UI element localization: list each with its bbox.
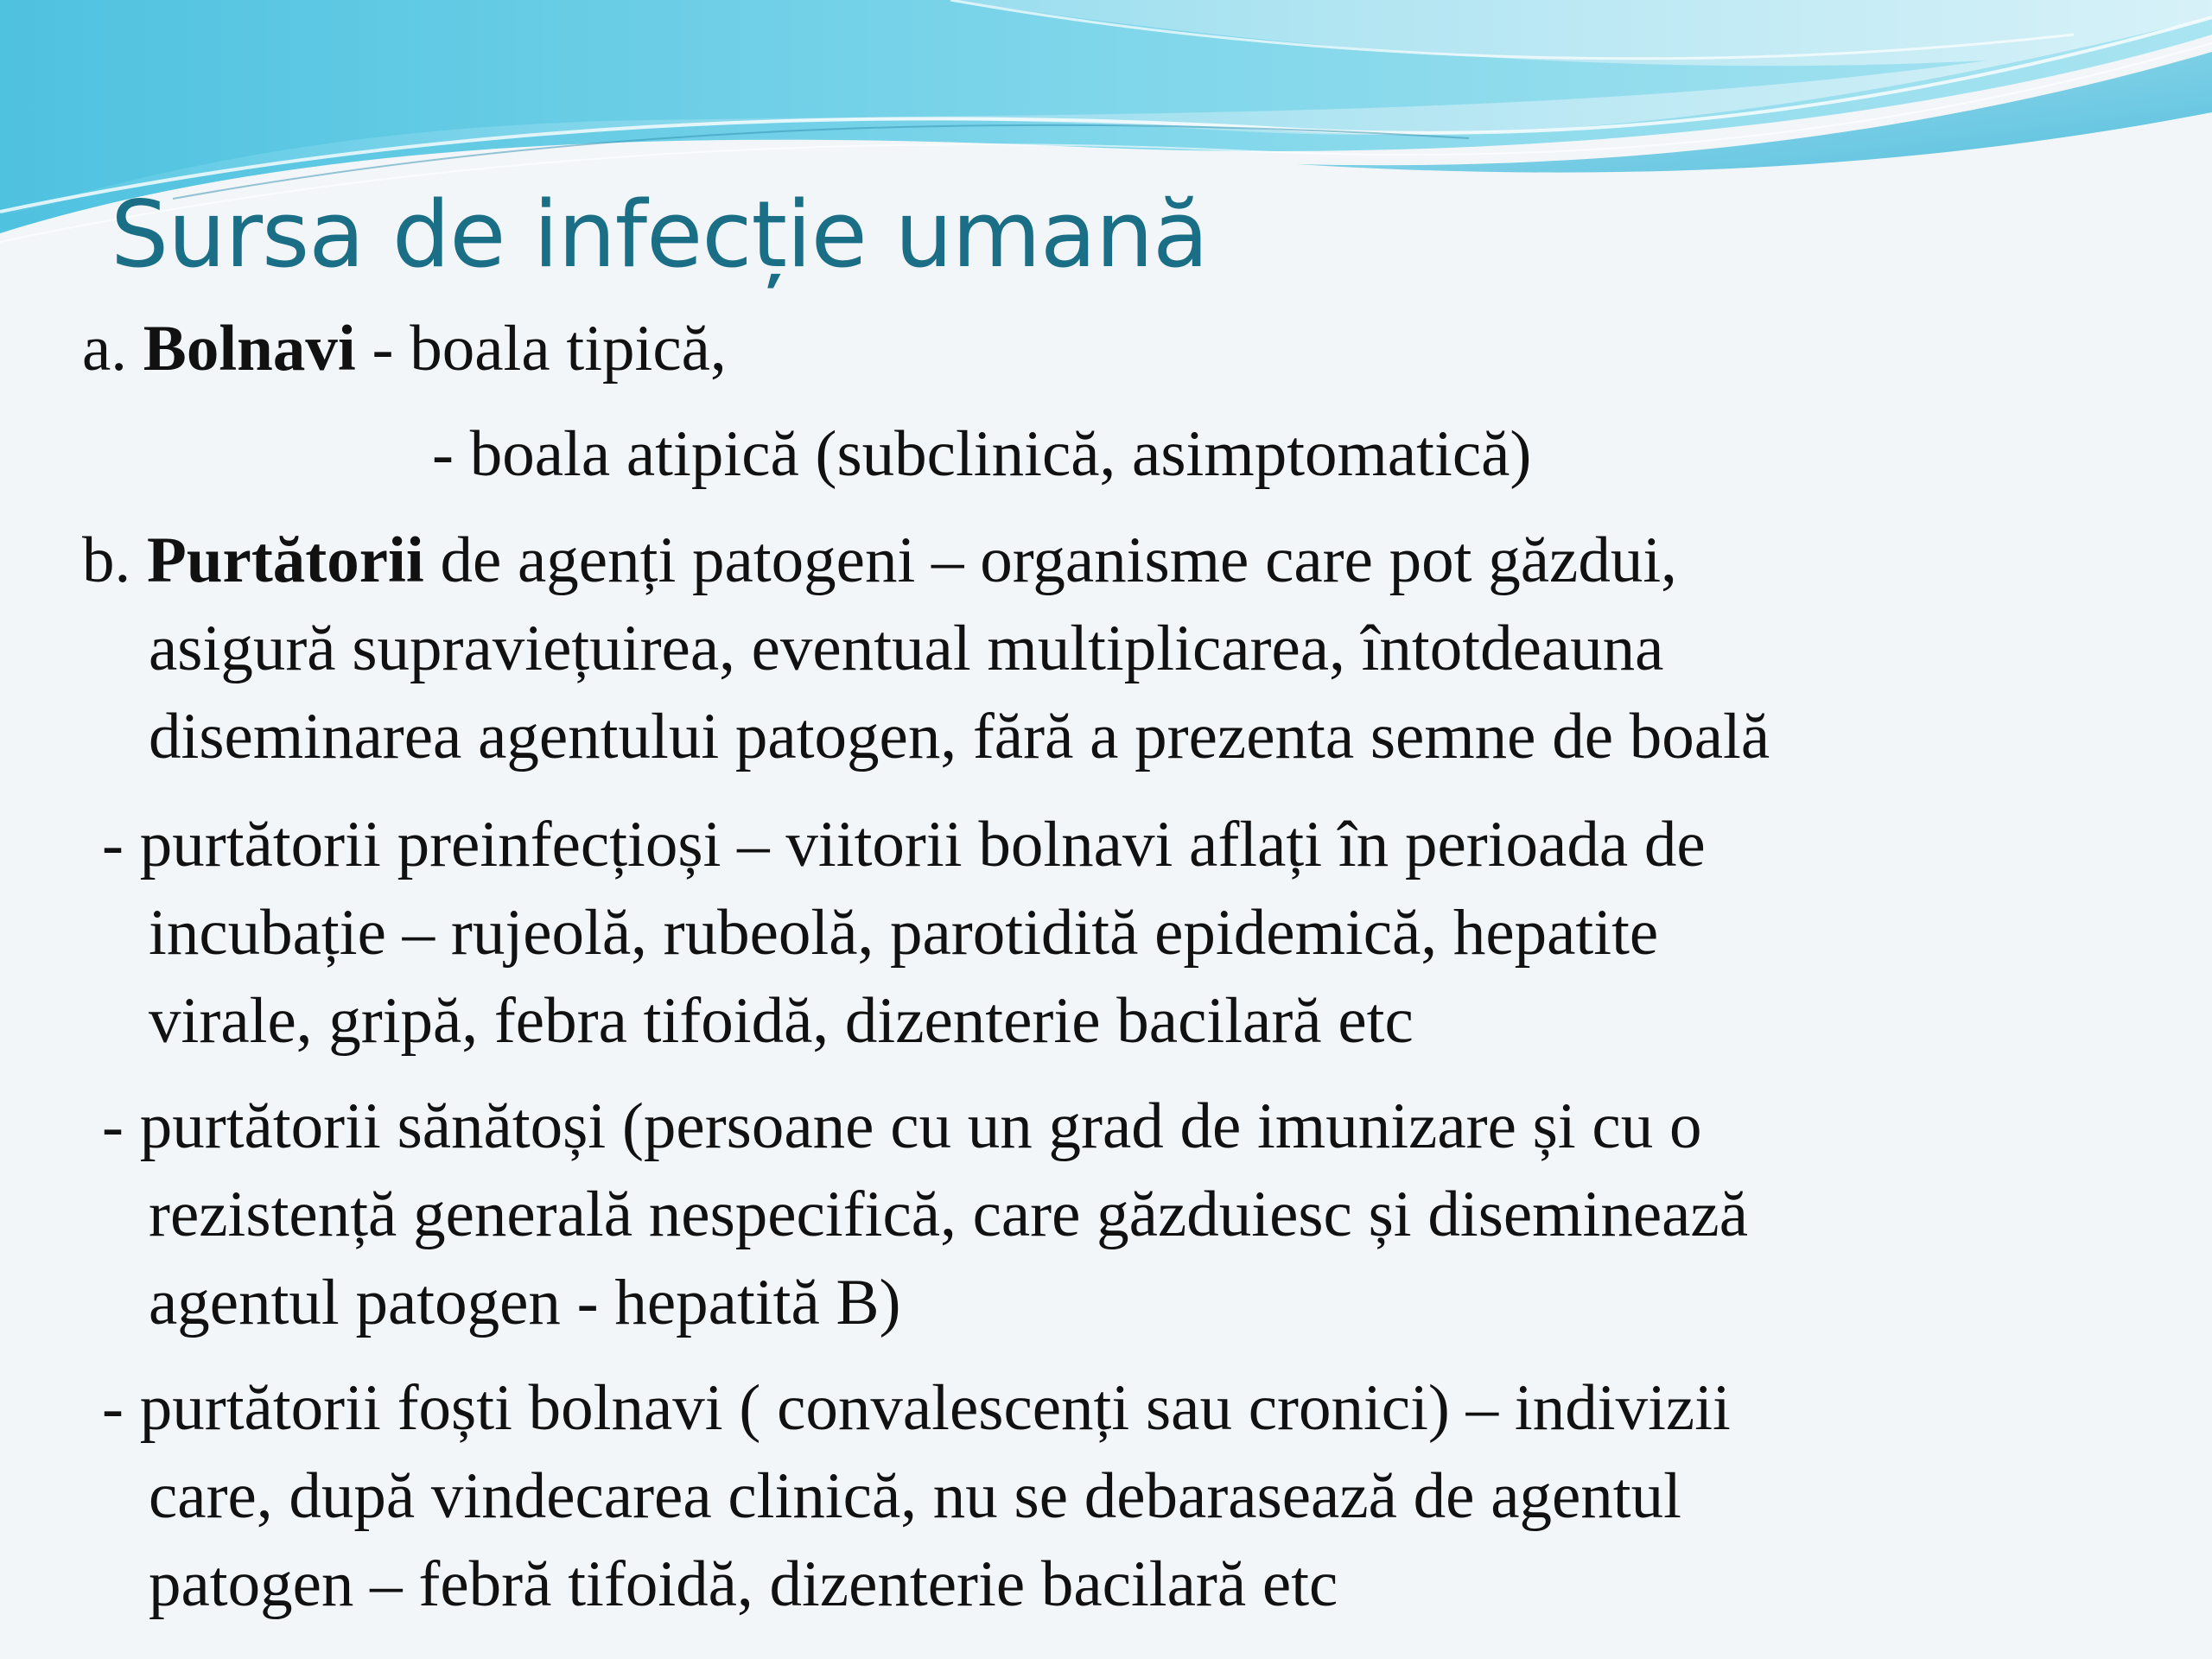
bullet-3-line2: care, după vindecarea clinică, nu se debarasează de agentul	[149, 1460, 1681, 1532]
slide-title: Sursa de infecție umană	[111, 181, 1209, 288]
section-a-rest: - boala tipică,	[355, 313, 727, 385]
bullet-3-line1: - purtătorii foști bolnavi ( convalescenți sau cronici) – indivizii	[102, 1372, 1731, 1444]
section-b-rest: de agenți patogeni – organisme care pot găzdui,	[423, 524, 1677, 596]
section-a-line1	[82, 313, 727, 385]
section-a-line2: - boala atipică (subclinică, asimptomatică)	[432, 418, 1532, 490]
section-b-line1	[82, 524, 1677, 596]
bullet-1-line1: - purtătorii preinfecțioși – viitorii bolnavi aflați în perioada de	[102, 809, 1706, 880]
bullet-2-line2: rezistență generală nespecifică, care găzduiesc și diseminează	[149, 1179, 1749, 1250]
section-a-term: Bolnavi	[143, 313, 356, 385]
section-b-marker: b.	[82, 524, 131, 596]
section-a-marker: a.	[82, 313, 128, 385]
bullet-2-line3: agentul patogen - hepatită B)	[149, 1267, 901, 1338]
bullet-1-line2: incubație – rujeolă, rubeolă, parotidită epidemică, hepatite	[149, 897, 1659, 969]
bullet-3-line3: patogen – febră tifoidă, dizenterie bacilară etc	[149, 1548, 1338, 1620]
section-b-term: Purtătorii	[147, 524, 424, 596]
section-b-line3: diseminarea agentului patogen, fără a prezenta semne de boală	[149, 701, 1770, 772]
bullet-2-line1: - purtătorii sănătoși (persoane cu un grad de imunizare și cu o	[102, 1090, 1702, 1162]
section-b-line2: asigură supraviețuirea, eventual multiplicarea, întotdeauna	[149, 613, 1664, 684]
bullet-1-line3: virale, gripă, febra tifoidă, dizenterie bacilară etc	[149, 985, 1414, 1057]
